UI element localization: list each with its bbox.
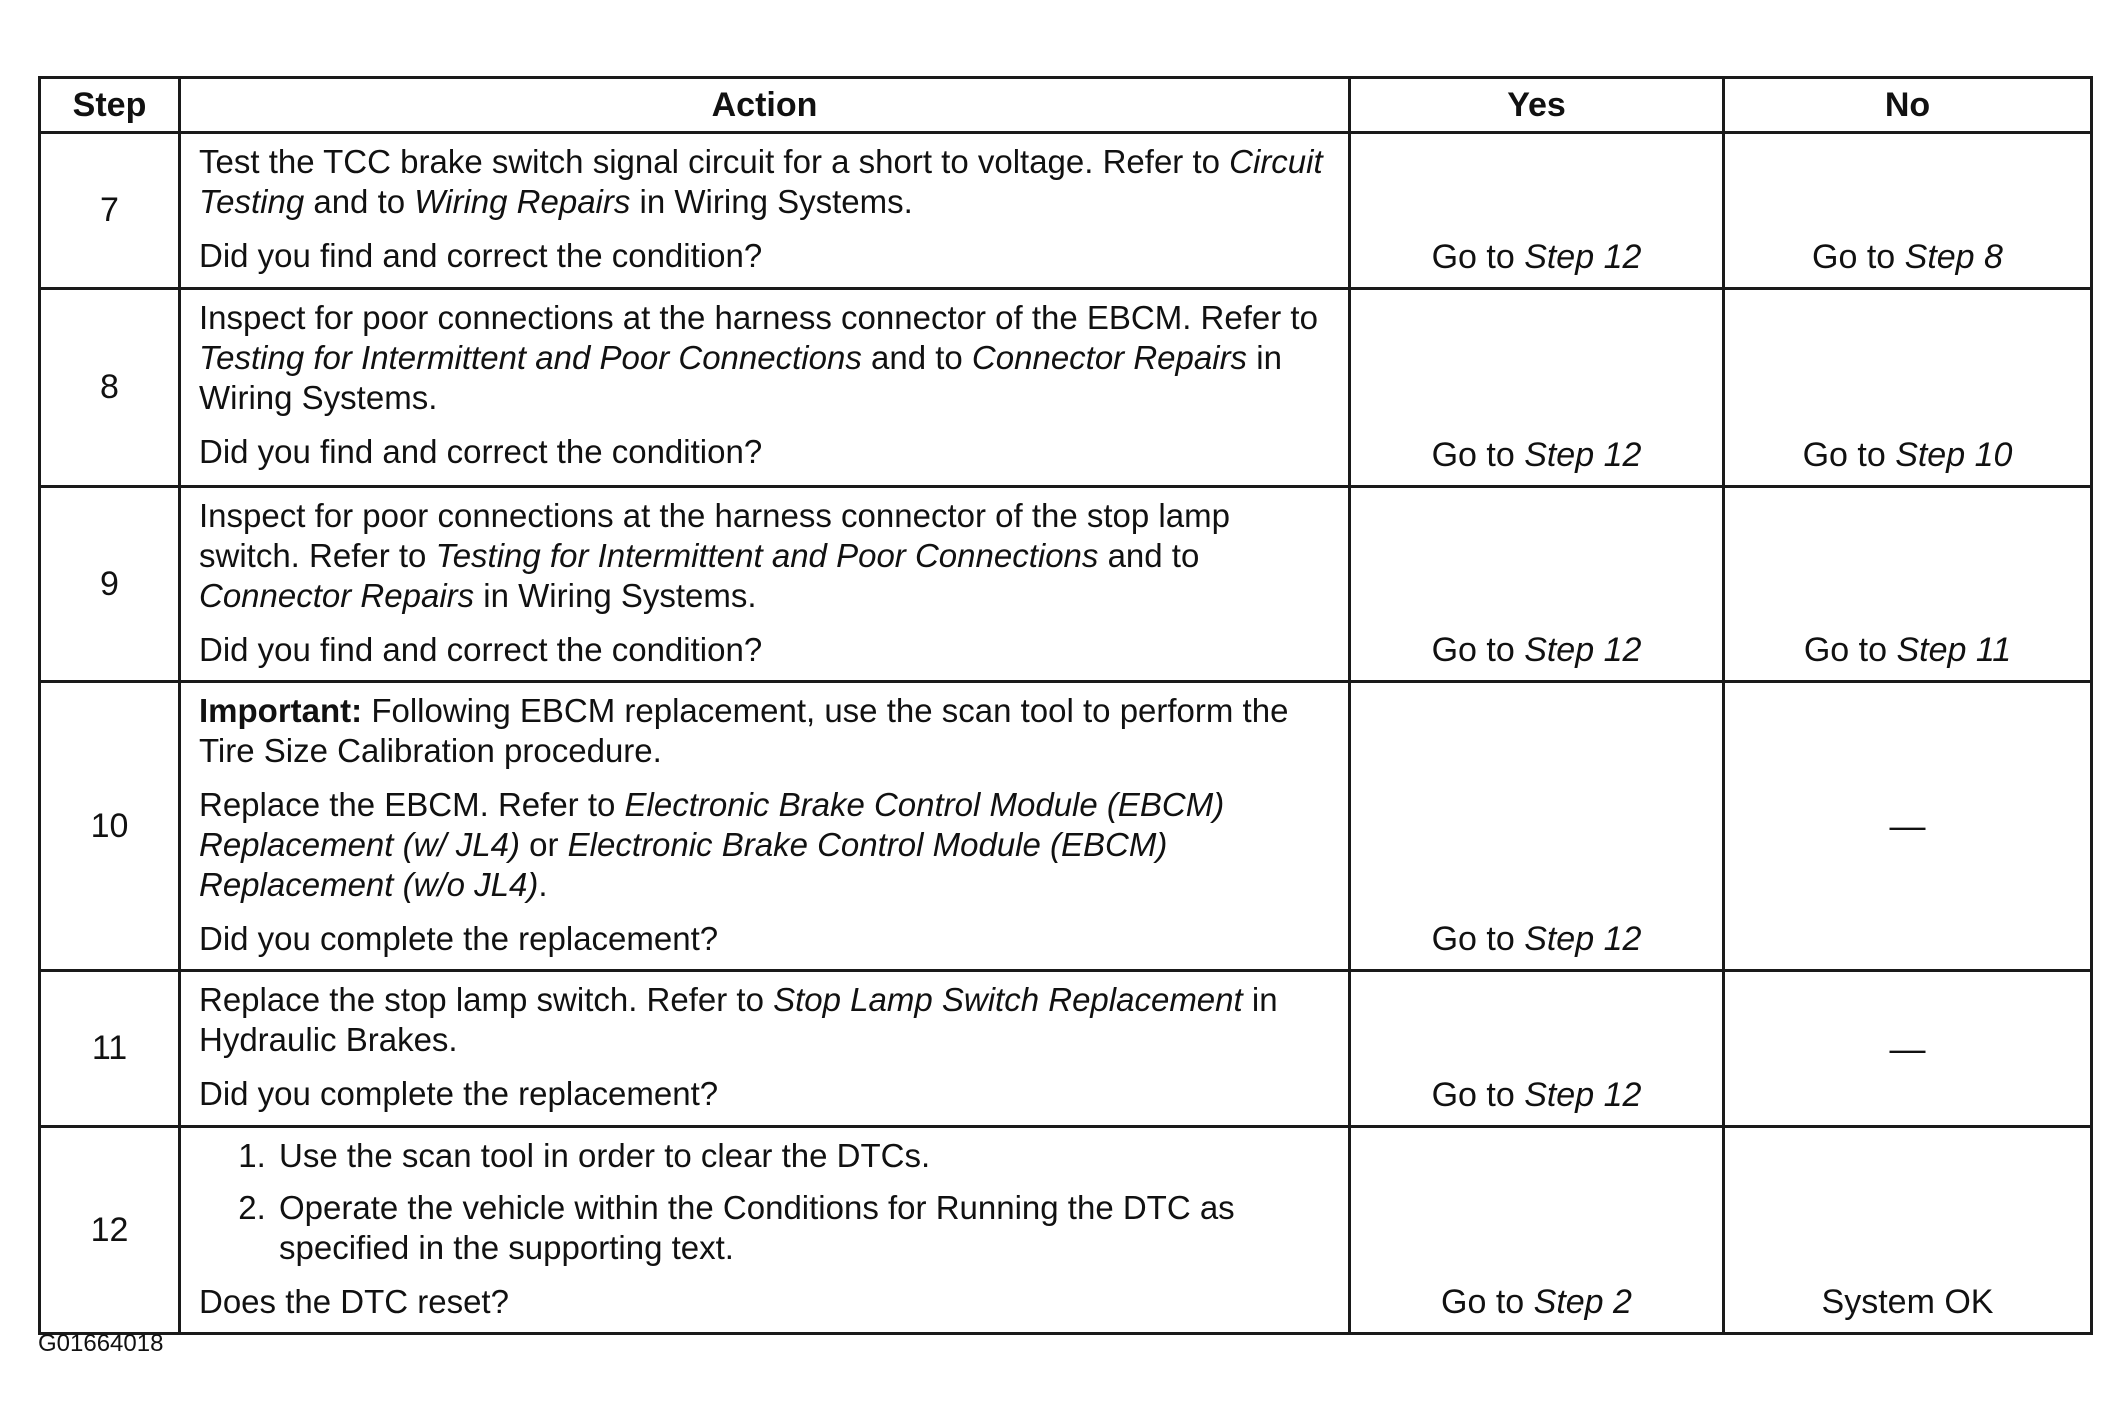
table-row [40, 682, 2092, 971]
reference-link: Connector Repairs [199, 577, 475, 614]
yes-cell: Go to Step 12 [1350, 289, 1724, 487]
numbered-list [199, 1136, 1332, 1268]
step-reference: Step 12 [1524, 920, 1642, 958]
reference-link: Stop Lamp Switch Replacement [773, 981, 1243, 1018]
action-text: Inspect for poor connections at the harness connector of the stop lamp switch. Refer to Testing for Intermittent and Poor Connections and to Connector Repairs in Wiring Systems. [199, 497, 1230, 614]
no-cell: — [1724, 971, 2092, 1127]
action-text: Replace the EBCM. Refer to Electronic Brake Control Module (EBCM) Replacement (w/ JL4) or Electronic Brake Control Module (EBCM) Replacement (w/o JL4). [199, 786, 1225, 903]
header-action: Action [180, 78, 1350, 133]
step-reference: Step 8 [1904, 238, 2003, 276]
important-note: Important: Following EBCM replacement, use the scan tool to perform the Tire Size Calibration procedure. [199, 692, 1289, 769]
reference-link: Electronic Brake Control Module (EBCM) Replacement (w/ JL4) [199, 786, 1225, 863]
no-cell: Go to Step 11 [1724, 487, 2092, 682]
action-text: Inspect for poor connections at the harness connector of the EBCM. Refer to Testing for Intermittent and Poor Connections and to Connector Repairs in Wiring Systems. [199, 299, 1318, 416]
list-item: 2. Operate the vehicle within the Conditions for Running the DTC as specified in the supporting text. [275, 1188, 1332, 1268]
action-cell [180, 487, 1350, 682]
action-question: Does the DTC reset? [199, 1283, 509, 1320]
important-label: Important: [199, 692, 363, 729]
step-number: 9 [40, 487, 180, 682]
header-no: No [1724, 78, 2092, 133]
step-number: 12 [40, 1127, 180, 1334]
step-number: 10 [40, 682, 180, 971]
reference-link: Testing for Intermittent and Poor Connections [435, 537, 1099, 574]
no-cell: — [1724, 682, 2092, 971]
figure-id: G01664018 [38, 1330, 164, 1357]
reference-link: Testing for Intermittent and Poor Connections [199, 339, 862, 376]
yes-cell: Go to Step 2 [1350, 1127, 1724, 1334]
reference-link: Electronic Brake Control Module (EBCM) Replacement (w/o JL4) [199, 826, 1168, 903]
header-yes: Yes [1350, 78, 1724, 133]
yes-cell: Go to Step 12 [1350, 682, 1724, 971]
step-reference: Step 2 [1533, 1283, 1632, 1321]
action-question: Did you complete the replacement? [199, 920, 719, 957]
no-cell: Go to Step 10 [1724, 289, 2092, 487]
step-number: 8 [40, 289, 180, 487]
step-reference: Step 12 [1524, 631, 1642, 669]
yes-cell: Go to Step 12 [1350, 487, 1724, 682]
reference-link: Connector Repairs [971, 339, 1248, 376]
step-reference: Step 12 [1524, 238, 1642, 276]
yes-cell: Go to Step 12 [1350, 133, 1724, 289]
action-question: Did you complete the replacement? [199, 1075, 719, 1112]
step-reference: Step 10 [1895, 436, 2013, 474]
no-cell: Go to Step 8 [1724, 133, 2092, 289]
table-row [40, 971, 2092, 1127]
table-row [40, 1127, 2092, 1334]
action-cell [180, 289, 1350, 487]
header-step: Step [40, 78, 180, 133]
action-question: Did you find and correct the condition? [199, 237, 763, 274]
no-cell: System OK [1724, 1127, 2092, 1334]
action-text: Test the TCC brake switch signal circuit for a short to voltage. Refer to Circuit Testing and to Wiring Repairs in Wiring Systems. [199, 143, 1323, 220]
step-reference: Step 12 [1524, 436, 1642, 474]
diagnostic-procedure-table [38, 76, 2093, 1335]
action-cell [180, 133, 1350, 289]
reference-link: Circuit Testing [199, 143, 1323, 220]
table-row [40, 487, 2092, 682]
step-number: 7 [40, 133, 180, 289]
action-cell [180, 971, 1350, 1127]
reference-link: Wiring Repairs [414, 183, 631, 220]
step-reference: Step 12 [1524, 1076, 1642, 1114]
step-number: 11 [40, 971, 180, 1127]
action-question: Did you find and correct the condition? [199, 433, 763, 470]
list-item: 1. Use the scan tool in order to clear the DTCs. [275, 1136, 1332, 1176]
action-question: Did you find and correct the condition? [199, 631, 763, 668]
action-text: Replace the stop lamp switch. Refer to Stop Lamp Switch Replacement in Hydraulic Brakes. [199, 981, 1278, 1058]
action-cell [180, 682, 1350, 971]
action-cell [180, 1127, 1350, 1334]
table-row [40, 133, 2092, 289]
table-row [40, 289, 2092, 487]
header-row [40, 78, 2092, 133]
yes-cell: Go to Step 12 [1350, 971, 1724, 1127]
step-reference: Step 11 [1896, 631, 2012, 669]
